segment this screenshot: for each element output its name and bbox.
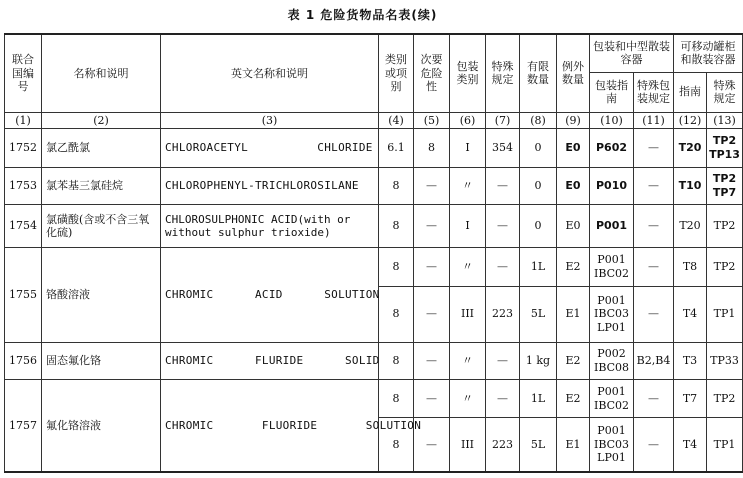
special-value: 354 (486, 128, 520, 167)
sub-risk-value: — (414, 380, 450, 418)
class-value: 8 (379, 342, 414, 379)
col-number: (11) (634, 112, 674, 128)
pkg-special-value: — (634, 128, 674, 167)
un-number: 1757 (5, 380, 42, 473)
pkg-group-value: 〃 (450, 248, 486, 286)
header-pkg-instr: 包装指南 (590, 72, 634, 112)
excepted-value: E2 (557, 380, 590, 418)
class-value: 8 (379, 168, 414, 205)
sub-risk-value: — (414, 418, 450, 472)
excepted-value: E2 (557, 248, 590, 286)
header-name: 名称和说明 (42, 34, 161, 112)
pkg-instr-value: P002 IBC08 (590, 342, 634, 379)
header-class: 类别或项别 (379, 34, 414, 112)
chinese-name: 氯磺酸(含或不含三氧化硫) (42, 205, 161, 248)
pkg-special-value: B2,B4 (634, 342, 674, 379)
tank-special-value: TP1 (707, 418, 743, 472)
header-excepted: 例外数量 (557, 34, 590, 112)
pkg-instr-value: P001 (590, 205, 634, 248)
col-number: (6) (450, 112, 486, 128)
tank-special-value: TP2 TP7 (707, 168, 743, 205)
limited-value: 5L (520, 418, 557, 472)
un-number: 1756 (5, 342, 42, 379)
special-value: — (486, 380, 520, 418)
tank-instr-value: T4 (674, 418, 707, 472)
class-value: 8 (379, 418, 414, 472)
chinese-name: 氯苯基三氯硅烷 (42, 168, 161, 205)
table-row (5, 248, 743, 286)
class-value: 6.1 (379, 128, 414, 167)
special-value: — (486, 205, 520, 248)
pkg-instr-value: P001 IBC03 LP01 (590, 418, 634, 472)
chinese-name: 固态氟化铬 (42, 342, 161, 379)
sub-risk-value: — (414, 286, 450, 342)
pkg-special-value: — (634, 205, 674, 248)
col-number: (3) (161, 112, 379, 128)
header-special: 特殊规定 (486, 34, 520, 112)
tank-instr-value: T20 (674, 205, 707, 248)
col-number: (13) (707, 112, 743, 128)
pkg-special-value: — (634, 248, 674, 286)
un-number: 1755 (5, 248, 42, 342)
tank-special-value: TP33 (707, 342, 743, 379)
tank-instr-value: T10 (674, 168, 707, 205)
pkg-special-value: — (634, 168, 674, 205)
pkg-group-value: 〃 (450, 380, 486, 418)
special-value: — (486, 168, 520, 205)
pkg-instr-value: P602 (590, 128, 634, 167)
limited-value: 1 kg (520, 342, 557, 379)
un-number: 1754 (5, 205, 42, 248)
limited-value: 0 (520, 128, 557, 167)
class-value: 8 (379, 286, 414, 342)
tank-special-value: TP2 (707, 248, 743, 286)
col-number: (2) (42, 112, 161, 128)
english-name: CHLOROACETYL CHLORIDE (161, 128, 379, 167)
col-number: (5) (414, 112, 450, 128)
english-name: CHROMIC ACID SOLUTION (161, 248, 379, 342)
limited-value: 1L (520, 380, 557, 418)
excepted-value: E2 (557, 342, 590, 379)
pkg-group-value: III (450, 286, 486, 342)
pkg-group-value: I (450, 205, 486, 248)
tank-instr-value: T8 (674, 248, 707, 286)
chinese-name: 氟化铬溶液 (42, 380, 161, 473)
sub-risk-value: — (414, 342, 450, 379)
english-name: CHLOROPHENYL-TRICHLOROSILANE (161, 168, 379, 205)
tank-instr-value: T4 (674, 286, 707, 342)
col-number: (7) (486, 112, 520, 128)
pkg-special-value: — (634, 380, 674, 418)
header-un-no: 联合国编号 (5, 34, 42, 112)
col-number: (9) (557, 112, 590, 128)
special-value: 223 (486, 418, 520, 472)
class-value: 8 (379, 380, 414, 418)
header-limited: 有限数量 (520, 34, 557, 112)
excepted-value: E0 (557, 128, 590, 167)
table-row (5, 205, 743, 248)
table-row (5, 168, 743, 205)
un-number: 1752 (5, 128, 42, 167)
excepted-value: E1 (557, 418, 590, 472)
limited-value: 0 (520, 168, 557, 205)
special-value: 223 (486, 286, 520, 342)
header-en-name: 英文名称和说明 (161, 34, 379, 112)
header-tank-special: 特殊规定 (707, 72, 743, 112)
header-tank-instr: 指南 (674, 72, 707, 112)
excepted-value: E0 (557, 168, 590, 205)
col-number: (10) (590, 112, 634, 128)
dangerous-goods-table (4, 33, 743, 473)
table-title: 表 1 危险货物品名表(续) (287, 8, 438, 22)
pkg-instr-value: P001 IBC02 (590, 248, 634, 286)
tank-instr-value: T7 (674, 380, 707, 418)
pkg-group-value: 〃 (450, 168, 486, 205)
pkg-instr-value: P010 (590, 168, 634, 205)
table-row (5, 380, 743, 418)
header-pkg-group: 包装类别 (450, 34, 486, 112)
table-row (5, 128, 743, 167)
col-number: (4) (379, 112, 414, 128)
pkg-instr-value: P001 IBC02 (590, 380, 634, 418)
tank-instr-value: T20 (674, 128, 707, 167)
col-number: (1) (5, 112, 42, 128)
pkg-group-value: I (450, 128, 486, 167)
sub-risk-value: — (414, 205, 450, 248)
limited-value: 1L (520, 248, 557, 286)
english-name: CHROMIC FLUORIDE SOLUTION (161, 380, 379, 473)
excepted-value: E1 (557, 286, 590, 342)
chinese-name: 铬酸溶液 (42, 248, 161, 342)
un-number: 1753 (5, 168, 42, 205)
col-number: (12) (674, 112, 707, 128)
tank-special-value: TP2 (707, 380, 743, 418)
excepted-value: E0 (557, 205, 590, 248)
tank-special-value: TP1 (707, 286, 743, 342)
tank-special-value: TP2 TP13 (707, 128, 743, 167)
sub-risk-value: — (414, 248, 450, 286)
col-number: (8) (520, 112, 557, 128)
class-value: 8 (379, 205, 414, 248)
chinese-name: 氯乙酰氯 (42, 128, 161, 167)
special-value: — (486, 248, 520, 286)
limited-value: 0 (520, 205, 557, 248)
header-sub-risk: 次要危险性 (414, 34, 450, 112)
pkg-special-value: — (634, 418, 674, 472)
tank-instr-value: T3 (674, 342, 707, 379)
header-tank: 可移动罐柜和散装容器 (674, 34, 743, 72)
pkg-special-value: — (634, 286, 674, 342)
special-value: — (486, 342, 520, 379)
header-pkg-special: 特殊包装规定 (634, 72, 674, 112)
tank-special-value: TP2 (707, 205, 743, 248)
table-row (5, 342, 743, 379)
sub-risk-value: — (414, 168, 450, 205)
header-pkg-ibc: 包装和中型散装容器 (590, 34, 674, 72)
english-name: CHLOROSULPHONIC ACID(with or without sulphur trioxide) (161, 205, 379, 248)
pkg-group-value: III (450, 418, 486, 472)
class-value: 8 (379, 248, 414, 286)
english-name: CHROMIC FLURIDE SOLID (161, 342, 379, 379)
pkg-instr-value: P001 IBC03 LP01 (590, 286, 634, 342)
limited-value: 5L (520, 286, 557, 342)
pkg-group-value: 〃 (450, 342, 486, 379)
sub-risk-value: 8 (414, 128, 450, 167)
